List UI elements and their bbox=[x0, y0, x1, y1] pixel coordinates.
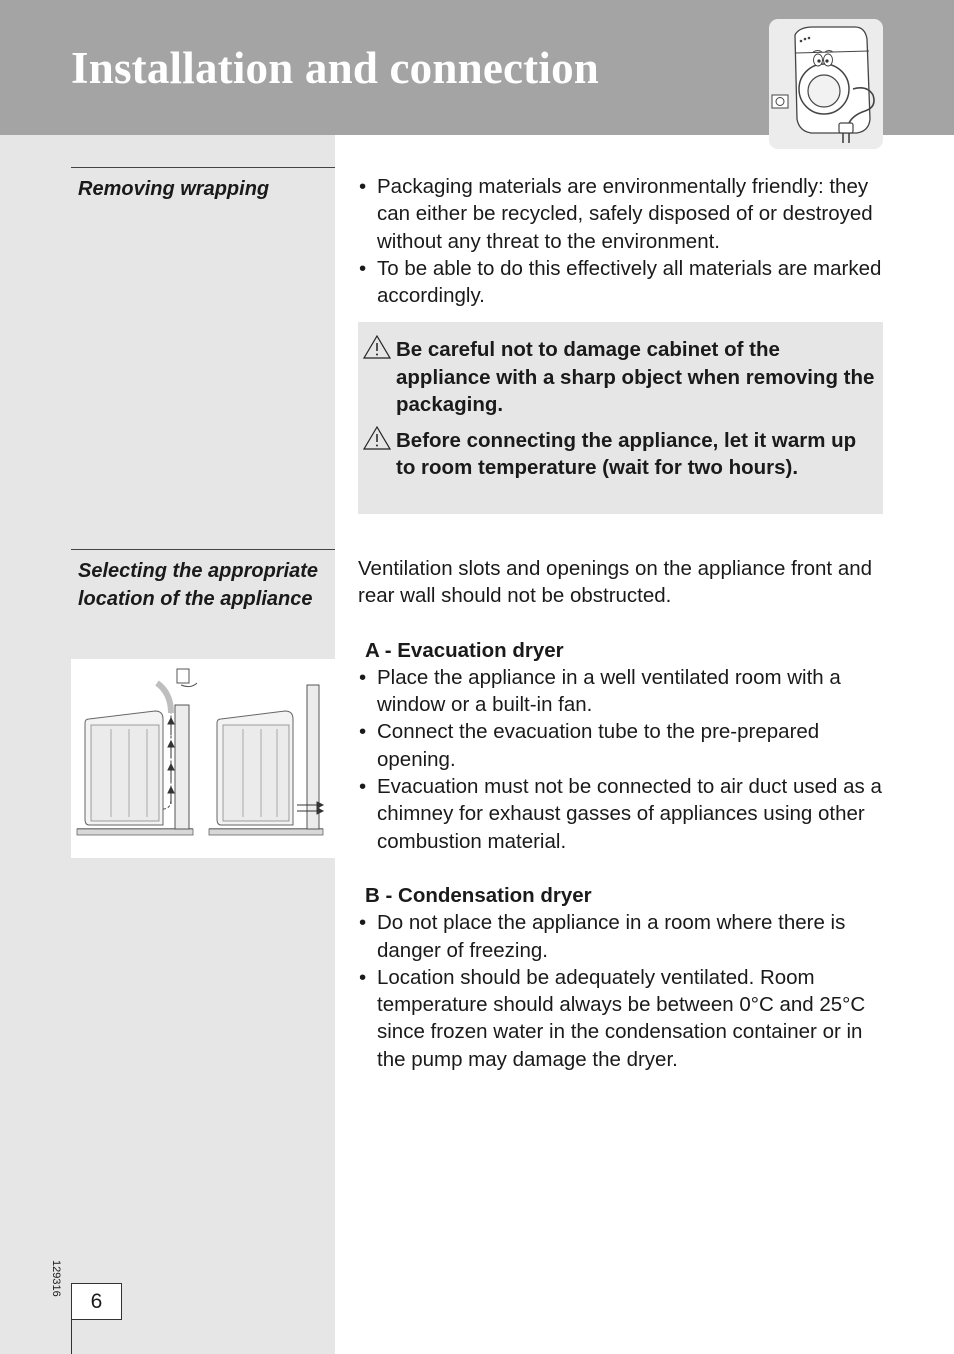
section-heading-location: Selecting the appropriate location of the appliance bbox=[71, 549, 335, 613]
warning-item bbox=[362, 336, 875, 419]
warning-text: Be careful not to damage cabinet of the appliance with a sharp object when removing the packaging. bbox=[396, 338, 875, 416]
document-code bbox=[46, 1222, 68, 1297]
washing-machine-mascot-icon bbox=[769, 19, 883, 149]
condensation-dryer-list bbox=[358, 909, 883, 1073]
document-code-text: 129316 bbox=[50, 1260, 62, 1297]
section-heading-removing-wrapping: Removing wrapping bbox=[71, 167, 335, 204]
condensation-dryer-heading: B - Condensation dryer bbox=[365, 883, 592, 907]
list-item: • Location should be adequately ventilated. Room temperature should always be between 0°C and 25°C since frozen water in the condensation container or in the pump may damage the dryer. bbox=[358, 964, 883, 1073]
warning-triangle-icon bbox=[362, 425, 392, 451]
evacuation-dryer-heading: A - Evacuation dryer bbox=[365, 638, 564, 662]
warning-box bbox=[358, 322, 883, 514]
evacuation-dryer-list bbox=[358, 664, 883, 855]
warning-triangle-icon bbox=[362, 334, 392, 360]
list-item: • Evacuation must not be connected to air duct used as a chimney for exhaust gasses of appliances using other combustion material. bbox=[358, 773, 883, 855]
list-item: • Place the appliance in a well ventilated room with a window or a built-in fan. bbox=[358, 664, 883, 719]
header-band bbox=[0, 0, 954, 135]
warning-item bbox=[362, 427, 875, 482]
list-item: • To be able to do this effectively all materials are marked accordingly. bbox=[358, 255, 883, 310]
list-item: • Do not place the appliance in a room where there is danger of freezing. bbox=[358, 909, 883, 964]
list-item: • Connect the evacuation tube to the pre-prepared opening. bbox=[358, 718, 883, 773]
warning-text: Before connecting the appliance, let it warm up to room temperature (wait for two hours). bbox=[396, 428, 857, 479]
list-item: • Packaging materials are environmentally friendly: they can either be recycled, safely disposed of or destroyed without any threat to the environment. bbox=[358, 173, 883, 255]
location-intro: Ventilation slots and openings on the appliance front and rear wall should not be obstructed. bbox=[358, 557, 873, 608]
location-text bbox=[358, 555, 883, 1073]
removing-wrapping-text bbox=[358, 173, 883, 309]
page-number-rule bbox=[71, 1320, 72, 1354]
page-title: Installation and connection bbox=[71, 43, 599, 93]
dryer-placement-diagram bbox=[71, 659, 335, 858]
page-number: 6 bbox=[71, 1283, 122, 1320]
removing-wrapping-list bbox=[358, 173, 883, 309]
